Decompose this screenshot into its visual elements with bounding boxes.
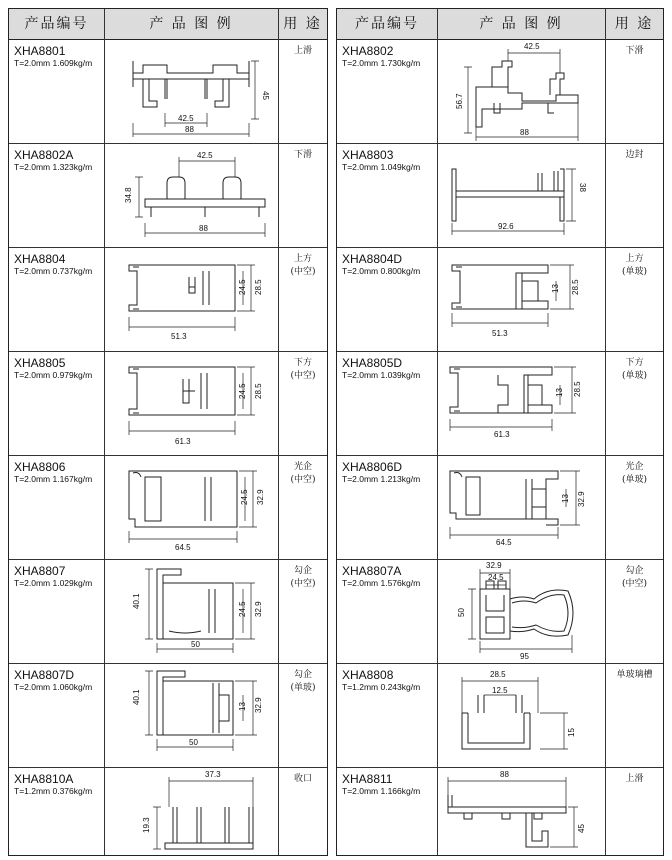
product-spec: T=2.0mm 1.166kg/m <box>342 786 421 796</box>
dim-label: 28.5 <box>490 670 506 679</box>
right-table <box>336 8 664 856</box>
product-row <box>337 247 663 352</box>
profile-drawing <box>438 143 604 247</box>
dim-label: 50 <box>191 640 200 649</box>
product-row <box>9 247 327 352</box>
dim-label: 37.3 <box>205 770 221 779</box>
product-use: 上滑 <box>293 46 312 56</box>
dim-label: 50 <box>189 738 198 747</box>
profile-drawing <box>438 663 604 767</box>
product-code: XHA8802A <box>14 148 74 162</box>
product-code: XHA8806D <box>342 460 403 474</box>
dim-label: 88 <box>185 125 194 134</box>
product-use: 上方 (中空) <box>290 254 316 277</box>
header-use: 用 途 <box>283 16 322 32</box>
product-spec: T=2.0mm 1.730kg/m <box>342 58 421 68</box>
profile-drawing <box>438 767 604 855</box>
header-drawing: 产 品 图 例 <box>149 16 233 32</box>
product-spec: T=2.0mm 1.029kg/m <box>14 578 93 588</box>
product-use: 下滑 <box>293 150 312 160</box>
header-code: 产品编号 <box>355 16 419 32</box>
product-code: XHA8808 <box>342 668 394 682</box>
dim-label: 92.6 <box>498 222 514 231</box>
dim-label: 38 <box>578 183 587 192</box>
product-use: 光企 (中空) <box>290 462 316 485</box>
dim-label: 15 <box>567 728 576 737</box>
dim-label: 40.1 <box>132 593 141 609</box>
dim-label: 45 <box>577 824 586 833</box>
product-code: XHA8811 <box>342 772 393 786</box>
profile-drawing <box>105 143 277 247</box>
product-code: XHA8804 <box>14 252 66 266</box>
dim-label: 32.9 <box>256 489 265 505</box>
left-header <box>9 9 327 40</box>
dim-label: 24.5 <box>238 601 247 617</box>
dim-label: 19.3 <box>142 817 151 833</box>
product-spec: T=2.0mm 1.213kg/m <box>342 474 421 484</box>
right-header <box>337 9 663 40</box>
product-code: XHA8804D <box>342 252 403 266</box>
profile-drawing <box>105 663 277 767</box>
product-spec: T=2.0mm 1.049kg/m <box>342 162 421 172</box>
product-use: 勾企 (中空) <box>290 566 316 589</box>
product-use: 上方 (单玻) <box>621 254 648 277</box>
dim-label: 42.5 <box>178 114 194 123</box>
product-use: 下滑 <box>625 46 644 56</box>
profile-drawing <box>438 455 604 559</box>
product-row <box>337 455 663 560</box>
product-use: 光企 (单玻) <box>621 462 648 485</box>
product-use: 勾企 (单玻) <box>290 670 316 693</box>
product-row <box>9 559 327 664</box>
product-row <box>9 767 327 855</box>
product-row <box>337 143 663 248</box>
product-spec: T=2.0mm 1.039kg/m <box>342 370 421 380</box>
product-spec: T=2.0mm 1.609kg/m <box>14 58 93 68</box>
dim-label: 24.5 <box>488 573 504 582</box>
dim-label: 64.5 <box>496 538 512 547</box>
product-spec: T=2.0mm 0.979kg/m <box>14 370 93 380</box>
product-code: XHA8806 <box>14 460 66 474</box>
product-code: XHA8801 <box>14 44 66 58</box>
left-table <box>8 8 328 856</box>
dim-label: 51.3 <box>171 332 187 341</box>
product-row <box>337 559 663 664</box>
dim-label: 24.5 <box>238 383 247 399</box>
product-spec: T=2.0mm 1.167kg/m <box>14 474 93 484</box>
dim-label: 28.5 <box>573 381 582 397</box>
profile-drawing <box>105 559 277 663</box>
product-use: 边封 <box>625 150 644 160</box>
header-use: 用 途 <box>614 16 654 32</box>
dim-label: 28.5 <box>571 279 580 295</box>
product-row <box>337 767 663 855</box>
dim-label: 32.9 <box>577 491 586 507</box>
dim-label: 32.9 <box>254 697 263 713</box>
product-use: 下方 (中空) <box>290 358 316 381</box>
dim-label: 28.5 <box>254 279 263 295</box>
dim-label: 13 <box>555 388 564 397</box>
product-row <box>337 351 663 456</box>
product-code: XHA8805D <box>342 356 403 370</box>
profile-drawing <box>105 39 277 143</box>
profile-drawing <box>438 559 604 663</box>
product-use: 收口 <box>293 774 312 784</box>
dim-label: 24.5 <box>240 489 249 505</box>
dim-label: 88 <box>520 128 529 137</box>
product-row <box>337 39 663 144</box>
dim-label: 51.3 <box>492 329 508 338</box>
product-spec: T=2.0mm 0.737kg/m <box>14 266 93 276</box>
product-use: 下方 (单玻) <box>621 358 648 381</box>
product-row <box>9 351 327 456</box>
header-code: 产品编号 <box>24 16 89 32</box>
profile-drawing <box>105 351 277 455</box>
product-use: 单玻璃槽 <box>616 670 653 680</box>
product-spec: T=1.2mm 0.243kg/m <box>342 682 421 692</box>
dim-label: 12.5 <box>492 686 508 695</box>
dim-label: 45 <box>261 91 270 100</box>
product-code: XHA8810A <box>14 772 74 786</box>
dim-label: 56.7 <box>455 93 464 109</box>
dim-label: 28.5 <box>254 383 263 399</box>
product-spec: T=1.2mm 0.376kg/m <box>14 786 93 796</box>
dim-label: 13 <box>561 494 570 503</box>
dim-label: 61.3 <box>175 437 191 446</box>
product-use: 上滑 <box>625 774 644 784</box>
dim-label: 88 <box>500 770 509 779</box>
product-row <box>9 143 327 248</box>
product-code: XHA8803 <box>342 148 394 162</box>
product-spec: T=2.0mm 1.323kg/m <box>14 162 93 172</box>
dim-label: 95 <box>520 652 529 661</box>
product-row <box>9 663 327 768</box>
profile-drawing <box>438 39 604 143</box>
dim-label: 50 <box>457 608 466 617</box>
dim-label: 13 <box>551 284 560 293</box>
dim-label: 32.9 <box>486 561 502 570</box>
dim-label: 32.9 <box>254 601 263 617</box>
profile-drawing <box>105 455 277 559</box>
dim-label: 88 <box>199 224 208 233</box>
product-code: XHA8805 <box>14 356 66 370</box>
product-code: XHA8802 <box>342 44 394 58</box>
product-spec: T=2.0mm 0.800kg/m <box>342 266 421 276</box>
product-row <box>9 39 327 144</box>
dim-label: 42.5 <box>197 151 213 160</box>
dim-label: 40.1 <box>132 689 141 705</box>
product-spec: T=2.0mm 1.060kg/m <box>14 682 93 692</box>
dim-label: 42.5 <box>524 42 540 51</box>
product-row <box>337 663 663 768</box>
product-code: XHA8807D <box>14 668 75 682</box>
product-spec: T=2.0mm 1.576kg/m <box>342 578 421 588</box>
dim-label: 61.3 <box>494 430 510 439</box>
product-code: XHA8807A <box>342 564 402 578</box>
dim-label: 24.5 <box>238 279 247 295</box>
header-drawing: 产 品 图 例 <box>479 16 563 32</box>
profile-drawing <box>105 767 277 855</box>
product-use: 勾企 (中空) <box>621 566 648 589</box>
product-row <box>9 455 327 560</box>
profile-drawing <box>438 247 604 351</box>
product-code: XHA8807 <box>14 564 66 578</box>
dim-label: 13 <box>238 702 247 711</box>
profile-drawing <box>438 351 604 455</box>
dim-label: 34.8 <box>124 187 133 203</box>
profile-drawing <box>105 247 277 351</box>
dim-label: 64.5 <box>175 543 191 552</box>
